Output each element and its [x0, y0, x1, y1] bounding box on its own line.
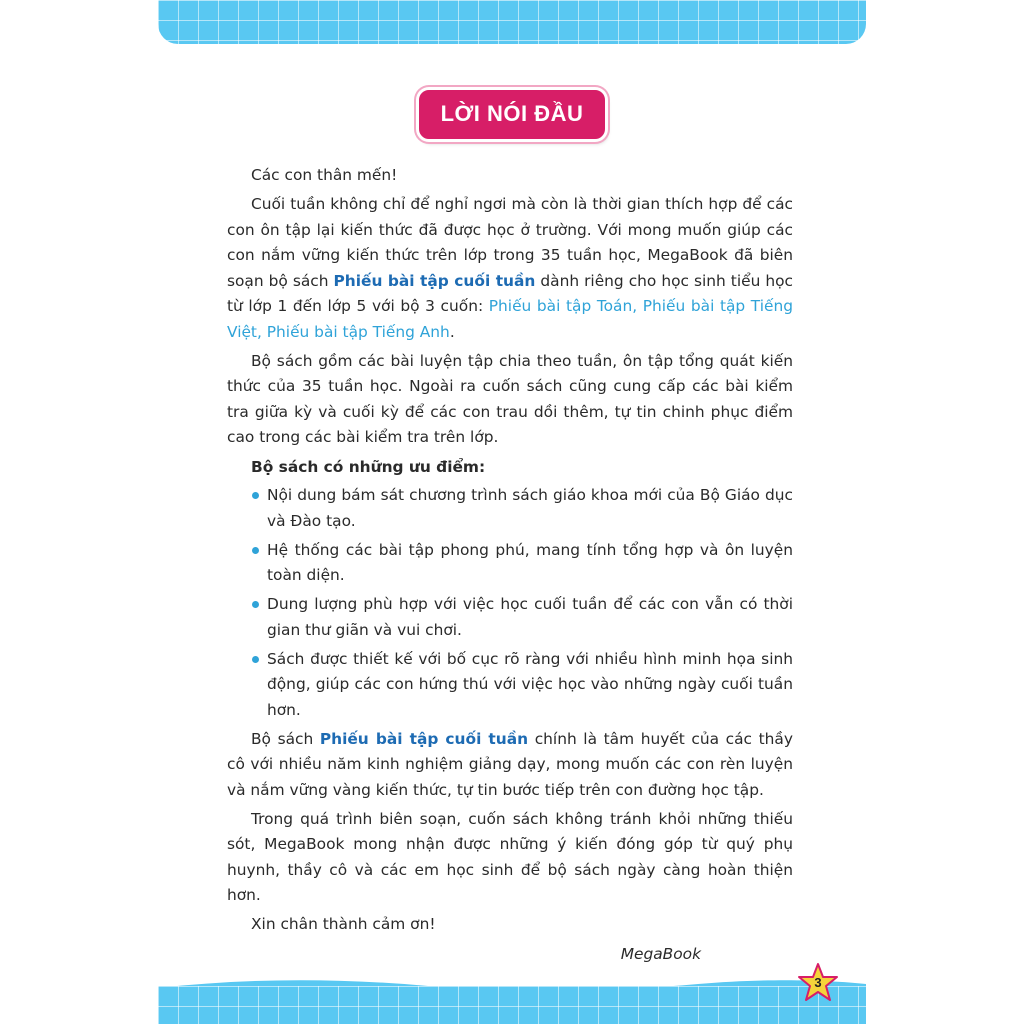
list-item — [227, 483, 793, 534]
advantages-list — [227, 483, 793, 723]
closing-line: Xin chân thành cảm ơn! — [251, 915, 436, 933]
page-number: 3 — [814, 975, 822, 990]
paragraph-intro-end: . — [449, 322, 455, 341]
paragraph-intro-mid: dành riêng cho học sinh tiểu học từ lớp 1 đến lớp 5 với bộ 3 cuốn: — [227, 271, 793, 315]
list-item-text: Nội dung bám sát chương trình sách giáo khoa mới của Bộ Giáo dục và Đào tạo. — [267, 486, 793, 530]
list-item-text: Dung lượng phù hợp với việc học cuối tuần để các con vẫn có thời gian thư giãn và vui chơi. — [267, 595, 793, 639]
title-area — [0, 90, 1024, 139]
bottom-grid-band — [158, 986, 866, 1024]
page-title: LỜI NÓI ĐẦU — [419, 90, 606, 139]
list-item-text: Sách được thiết kế với bố cục rõ ràng với nhiều hình minh họa sinh động, giúp các con hứng thú với việc học vào những ngày cuối tuần hơn. — [267, 649, 793, 719]
advantages-heading: Bộ sách có những ưu điểm: — [251, 457, 486, 476]
top-grid-band — [158, 0, 866, 44]
list-item — [227, 647, 793, 724]
paragraph-dedication — [227, 727, 793, 804]
greeting: Các con thân mến! — [251, 166, 398, 184]
preface-body — [227, 163, 793, 967]
signature: MegaBook — [620, 944, 701, 963]
bullet-dot-icon — [252, 656, 259, 663]
bullet-dot-icon — [252, 492, 259, 499]
book-name-repeat: Phiếu bài tập cuối tuần — [319, 729, 529, 748]
book-name: Phiếu bài tập cuối tuần — [333, 271, 536, 290]
list-item-text: Hệ thống các bài tập phong phú, mang tính tổng hợp và ôn luyện toàn diện. — [267, 540, 793, 584]
paragraph-structure: Bộ sách gồm các bài luyện tập chia theo tuần, ôn tập tổng quát kiến thức của 35 tuần học. Ngoài ra cuốn sách cũng cung cấp các bài kiểm tra giữa kỳ và cuối kỳ để các con trau dồi thêm, tự tin chinh phục điểm cao trong các bài kiểm tra trên lớp. — [227, 351, 793, 446]
paragraph-dedication-text: chính là tâm huyết của các thầy cô với nhiều năm kinh nghiệm giảng dạy, mong muốn các con rèn luyện và nắm vững vàng kiến thức, tự tin bước tiếp trên con đường học tập. — [227, 729, 793, 799]
bullet-dot-icon — [252, 601, 259, 608]
paragraph-intro — [227, 192, 793, 345]
paragraph-feedback: Trong quá trình biên soạn, cuốn sách không tránh khỏi những thiếu sót, MegaBook mong nhận được những ý kiến đóng góp từ quý phụ huynh, thầy cô và các em học sinh để bộ sách ngày càng hoàn thiện hơn. — [227, 809, 793, 904]
book-series: Phiếu bài tập Toán, Phiếu bài tập Tiếng Việt, Phiếu bài tập Tiếng Anh — [227, 297, 794, 341]
list-item — [227, 538, 793, 589]
paragraph-dedication-start: Bộ sách — [251, 729, 314, 748]
bullet-dot-icon — [252, 547, 259, 554]
list-item — [227, 592, 793, 643]
paragraph-intro-text: Cuối tuần không chỉ để nghỉ ngơi mà còn là thời gian thích hợp để các con ôn tập lại kiến thức đã được học ở trường. Với mong muốn giúp các con nắm vững kiến thức trên lớp trong 35 tuần học, MegaBook đã biên soạn bộ sách — [227, 195, 793, 290]
